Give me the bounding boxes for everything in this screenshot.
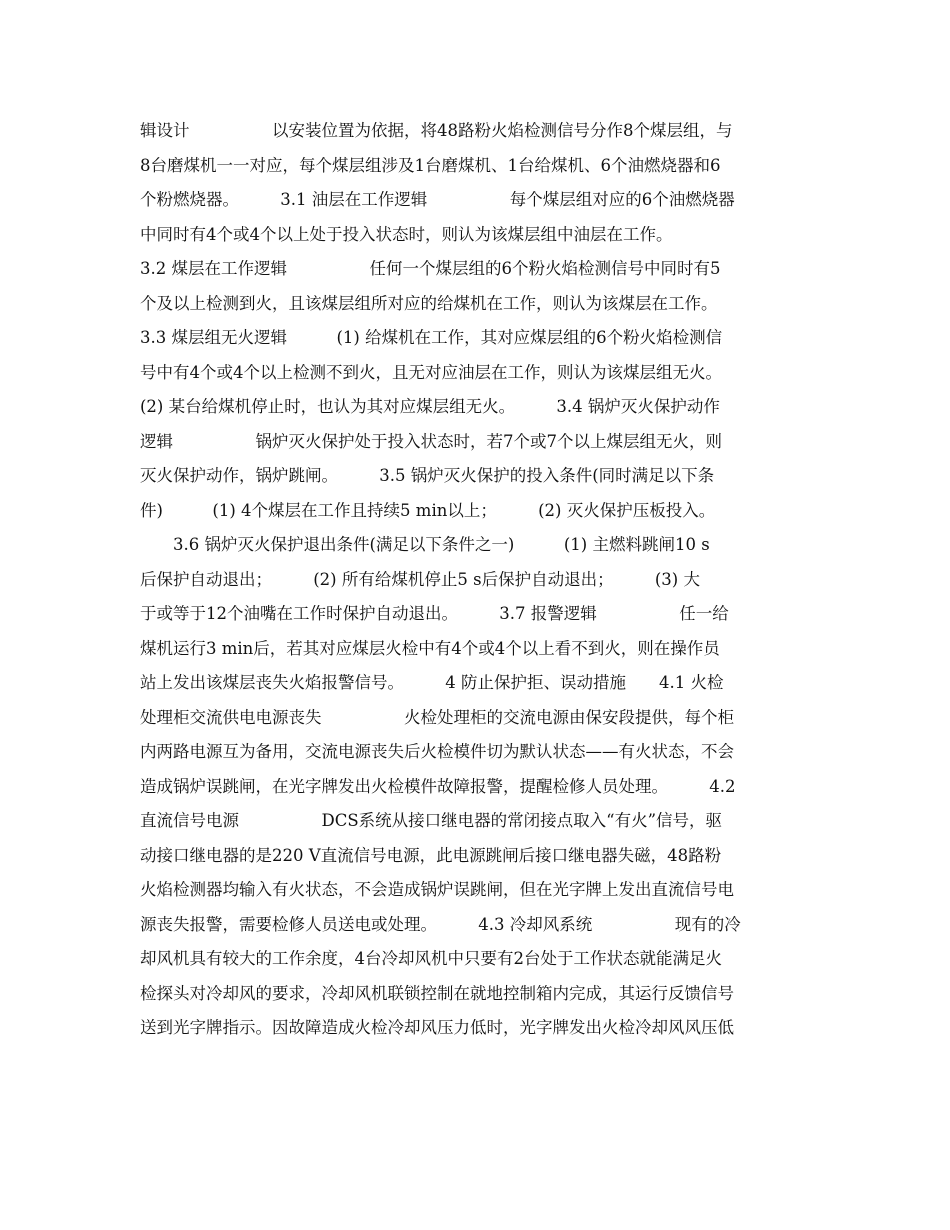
text-line: 处理柜交流供电电源丧失 火检处理柜的交流电源由保安段提供，每个柜	[140, 707, 734, 727]
text-line: 3.6 锅炉灭火保护退出条件(满足以下条件之一) (1) 主燃料跳闸10 s	[140, 535, 710, 554]
text-line: 煤机运行3 min后，若其对应煤层火检中有4个或4个以上看不到火，则在操作员	[140, 638, 720, 658]
text-line: 站上发出该煤层丧失火焰报警信号。 4 防止保护拒、误动措施 4.1 火检	[140, 673, 724, 692]
text-line: 3.3 煤层组无火逻辑 (1) 给煤机在工作，其对应煤层组的6个粉火焰检测信	[140, 328, 723, 347]
text-line: 检探头对冷却风的要求，冷却风机联锁控制在就地控制箱内完成，其运行反馈信号	[140, 983, 734, 1003]
text-line: 件) (1) 4个煤层在工作且持续5 min以上； (2) 灭火保护压板投入。	[140, 500, 716, 520]
text-line: 辑设计 以安装位置为依据，将48路粉火焰检测信号分作8个煤层组，与	[140, 121, 733, 140]
text-line: 逻辑 锅炉灭火保护处于投入状态时，若7个或7个以上煤层组无火，则	[140, 431, 722, 451]
text-line: 3.2 煤层在工作逻辑 任何一个煤层组的6个粉火焰检测信号中同时有5	[140, 259, 721, 278]
text-line: 号中有4个或4个以上检测不到火，且无对应油层在工作，则认为该煤层组无火。	[140, 362, 722, 382]
text-line: 个粉燃烧器。 3.1 油层在工作逻辑 每个煤层组对应的6个油燃烧器	[140, 190, 735, 209]
text-line: 直流信号电源 DCS系统从接口继电器的常闭接点取入“有火”信号，驱	[140, 811, 723, 830]
text-line: 火焰检测器均输入有火状态，不会造成锅炉误跳闸，但在光字牌上发出直流信号电	[140, 880, 734, 899]
text-line: 送到光字牌指示。因故障造成火检冷却风压力低时，光字牌发出火检冷却风风压低	[140, 1018, 734, 1037]
text-line: 后保护自动退出； (2) 所有给煤机停止5 s后保护自动退出； (3) 大	[140, 569, 700, 589]
text-line: 造成锅炉误跳闸，在光字牌发出火检模件故障报警，提醒检修人员处理。 4.2	[140, 776, 736, 796]
body-text	[140, 114, 830, 1046]
text-line: 8台磨煤机一一对应，每个煤层组涉及1台磨煤机、1台给煤机、6个油燃烧器和6	[140, 155, 721, 175]
text-line: 灭火保护动作，锅炉跳闸。 3.5 锅炉灭火保护的投入条件(同时满足以下条	[140, 466, 715, 485]
text-line: 内两路电源互为备用，交流电源丧失后火检模件切为默认状态——有火状态，不会	[140, 742, 734, 761]
text-line: 个及以上检测到火，且该煤层组所对应的给煤机在工作，则认为该煤层在工作。	[140, 293, 718, 313]
text-line: 却风机具有较大的工作余度，4台冷却风机中只要有2台处于工作状态就能满足火	[140, 949, 722, 968]
text-line: 于或等于12个油嘴在工作时保护自动退出。 3.7 报警逻辑 任一给	[140, 604, 729, 623]
text-line: 源丧失报警，需要检修人员送电或处理。 4.3 冷却风系统 现有的冷	[140, 914, 741, 934]
text-line: (2) 某台给煤机停止时，也认为其对应煤层组无火。 3.4 锅炉灭火保护动作	[140, 397, 720, 416]
text-line: 动接口继电器的是220 V直流信号电源，此电源跳闸后接口继电器失磁，48路粉	[140, 845, 722, 865]
text-line: 中同时有4个或4个以上处于投入状态时，则认为该煤层组中油层在工作。	[140, 224, 673, 244]
